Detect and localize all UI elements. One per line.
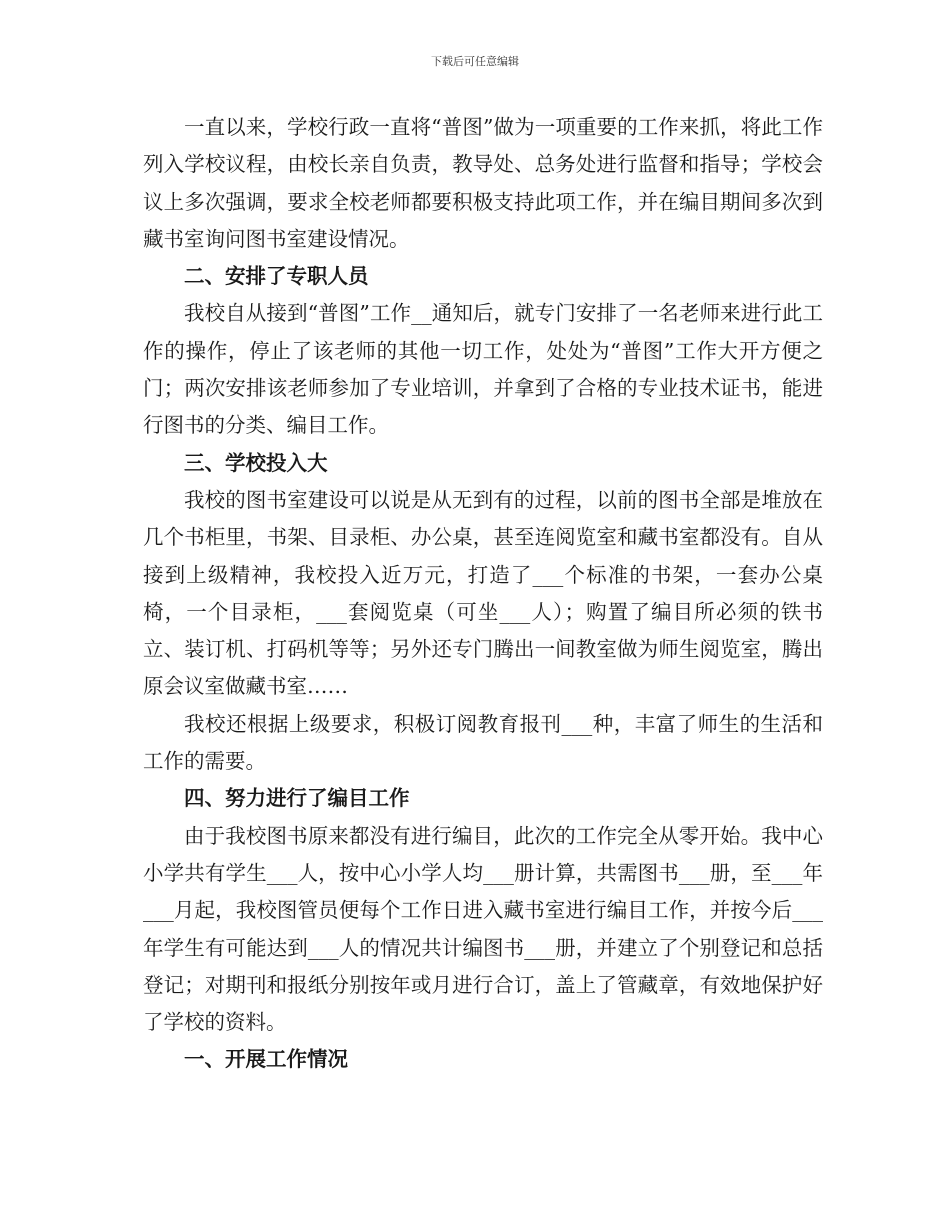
paragraph-investment: 我校的图书室建设可以说是从无到有的过程，以前的图书全部是堆放在几个书柜里，书架、目录柜、办公桌，甚至连阅览室和藏书室都没有。自从接到上级精神，我校投入近万元，打造了___个标准的书架，一套办公桌椅，一个目录柜，___套阅览桌（可坐___人）；购置了编目所必须的铁书立、装订机、打码机等等；另外还专门腾出一间教室做为师生阅览室，腾出原会议室做藏书室…… xyxy=(143,487,823,699)
paragraph-periodicals: 我校还根据上级要求，积极订阅教育报刊___种，丰富了师生的生活和工作的需要。 xyxy=(143,711,823,774)
document-body xyxy=(143,109,823,1079)
paragraph-intro: 一直以来，学校行政一直将“普图”做为一项重要的工作来抓，将此工作列入学校议程，由校长亲自负责，教导处、总务处进行监督和指导；学校会议上多次强调，要求全校老师都要积极支持此项工作，并在编目期间多次到藏书室询问图书室建设情况。 xyxy=(143,115,823,251)
page-header: 下载后可任意编辑 xyxy=(431,55,519,68)
paragraph-cataloging: 由于我校图书原来都没有进行编目，此次的工作完全从零开始。我中心小学共有学生___人，按中心小学人均___册计算，共需图书___册，至___年___月起，我校图管员便每个工作日进入藏书室进行编目工作，并按今后___年学生有可能达到___人的情况共计编图书___册，并建立了个别登记和总括登记；对期刊和报纸分别按年或月进行合订，盖上了管藏章，有效地保护好了学校的资料。 xyxy=(143,823,823,1035)
section-heading-investment: 三、学校投入大 xyxy=(184,450,328,475)
section-heading-cataloging: 四、努力进行了编目工作 xyxy=(184,786,410,811)
section-heading-staff: 二、安排了专职人员 xyxy=(184,264,369,289)
section-heading-work-status: 一、开展工作情况 xyxy=(184,1047,348,1072)
paragraph-staff: 我校自从接到“普图”工作__通知后，就专门安排了一名老师来进行此工作的操作，停止了该老师的其他一切工作，处处为“普图”工作大开方便之门；两次安排该老师参加了专业培训，并拿到了合格的专业技术证书，能进行图书的分类、编目工作。 xyxy=(143,301,823,438)
